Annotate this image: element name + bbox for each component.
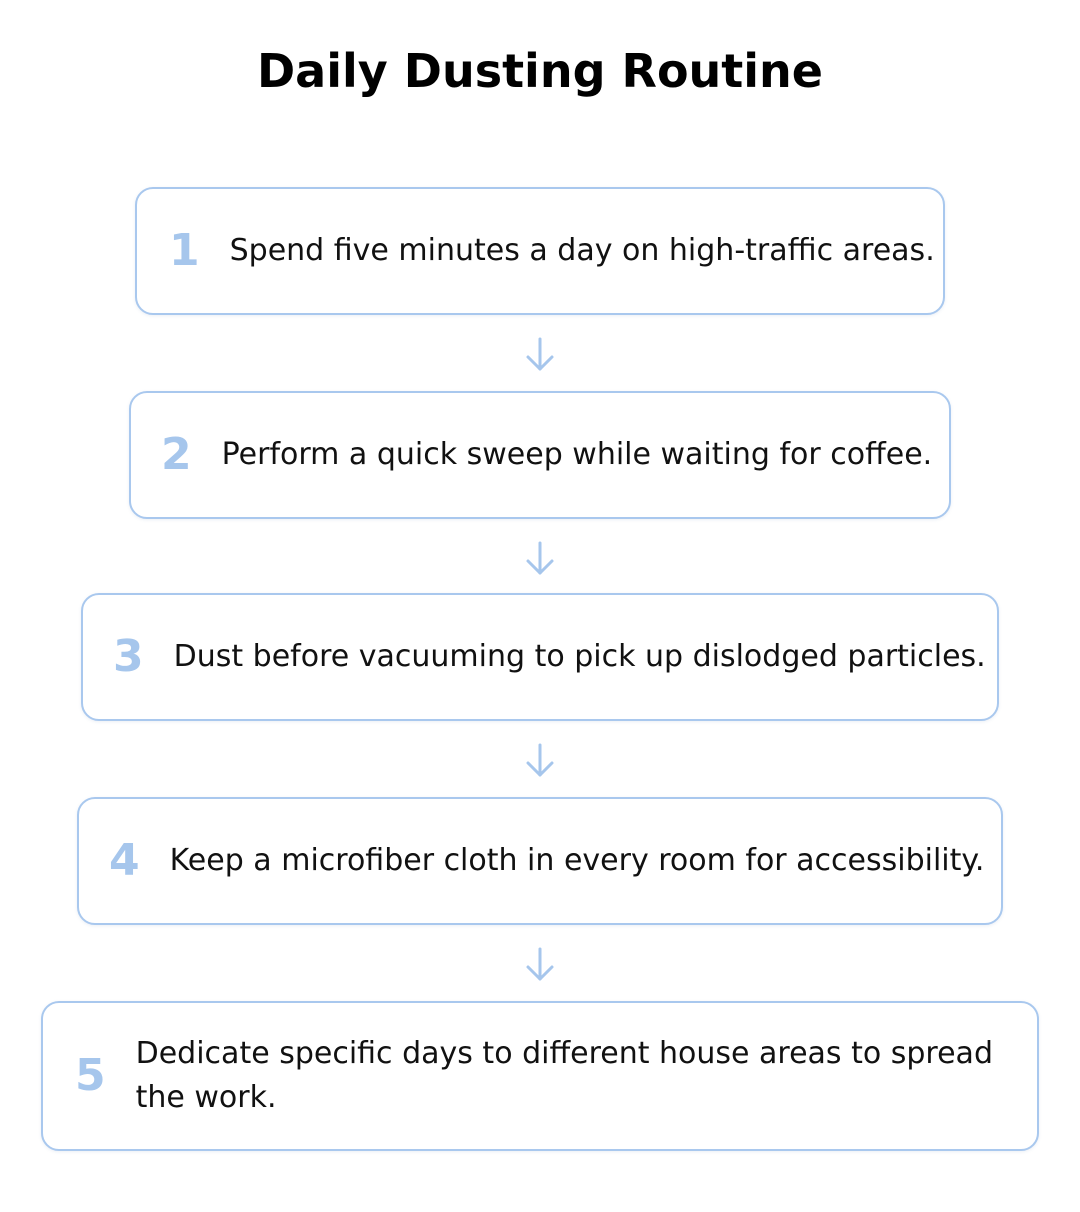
step-box-2 bbox=[129, 391, 951, 519]
step-text: Perform a quick sweep while waiting for coffee. bbox=[221, 437, 933, 472]
step-number: 2 bbox=[161, 429, 192, 480]
step-box-4 bbox=[77, 797, 1003, 925]
page-title: Daily Dusting Routine bbox=[257, 44, 823, 98]
step-number: 1 bbox=[169, 225, 200, 276]
arrow-down-icon bbox=[524, 947, 556, 983]
step-box-5 bbox=[41, 1001, 1039, 1151]
step-number: 5 bbox=[75, 1050, 106, 1101]
step-text: Dust before vacuuming to pick up dislodged particles. bbox=[173, 639, 986, 674]
arrow-down-icon bbox=[524, 337, 556, 373]
step-text: Keep a microfiber cloth in every room for accessibility. bbox=[169, 843, 985, 878]
step-box-1 bbox=[135, 187, 945, 315]
step-text: Dedicate specific days to different house areas to spread the work. bbox=[135, 1036, 993, 1115]
step-box-3 bbox=[81, 593, 999, 721]
step-number: 4 bbox=[109, 835, 140, 886]
arrow-down-icon bbox=[524, 541, 556, 577]
step-number: 3 bbox=[113, 631, 144, 682]
step-text: Spend five minutes a day on high-traffic areas. bbox=[229, 233, 935, 268]
arrow-down-icon bbox=[524, 743, 556, 779]
